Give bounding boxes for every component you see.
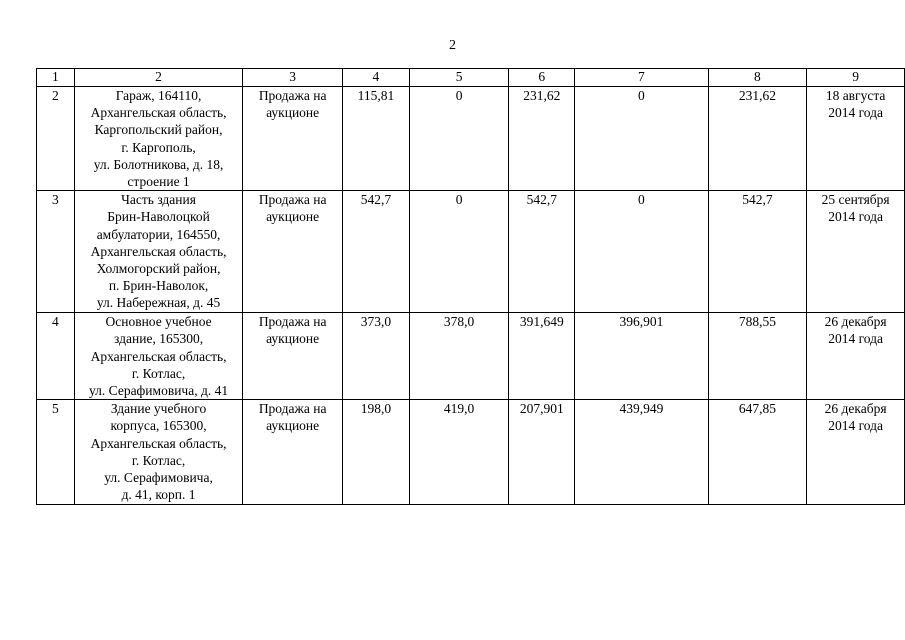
- object-description-cell: Гараж, 164110, Архангельская область, Каргопольский район, г. Каргополь, ул. Болотникова, д. 18, строение 1: [74, 87, 242, 191]
- row-number-cell: 3: [37, 191, 75, 313]
- total-cell: 542,7: [708, 191, 807, 313]
- value-cell: 198,0: [342, 400, 409, 505]
- date-cell: 26 декабря 2014 года: [807, 313, 905, 400]
- value-cell: 542,7: [509, 191, 575, 313]
- column-header: 9: [807, 69, 905, 87]
- date-cell: 18 августа 2014 года: [807, 87, 905, 191]
- column-header: 4: [342, 69, 409, 87]
- column-header: 5: [409, 69, 509, 87]
- row-number-cell: 5: [37, 400, 75, 505]
- value-cell: 373,0: [342, 313, 409, 400]
- total-cell: 231,62: [708, 87, 807, 191]
- value-cell: 419,0: [409, 400, 509, 505]
- column-header: 3: [243, 69, 343, 87]
- sale-method-cell: Продажа на аукционе: [243, 191, 343, 313]
- date-cell: 26 декабря 2014 года: [807, 400, 905, 505]
- value-cell: 0: [575, 87, 708, 191]
- object-description-cell: Здание учебного корпуса, 165300, Архангельская область, г. Котлас, ул. Серафимовича, д. 41, корп. 1: [74, 400, 242, 505]
- sale-method-cell: Продажа на аукционе: [243, 87, 343, 191]
- value-cell: 231,62: [509, 87, 575, 191]
- table-row: [37, 191, 905, 313]
- value-cell: 115,81: [342, 87, 409, 191]
- value-cell: 542,7: [342, 191, 409, 313]
- object-description-cell: Часть здания Брин-Наволоцкой амбулатории, 164550, Архангельская область, Холмогорский район, п. Брин-Наволок, ул. Набережная, д. 45: [74, 191, 242, 313]
- sale-method-cell: Продажа на аукционе: [243, 400, 343, 505]
- column-header: 7: [575, 69, 708, 87]
- table-row: [37, 313, 905, 400]
- column-header: 8: [708, 69, 807, 87]
- value-cell: 207,901: [509, 400, 575, 505]
- value-cell: 439,949: [575, 400, 708, 505]
- date-cell: 25 сентября 2014 года: [807, 191, 905, 313]
- total-cell: 788,55: [708, 313, 807, 400]
- value-cell: 0: [575, 191, 708, 313]
- table-row: [37, 87, 905, 191]
- value-cell: 391,649: [509, 313, 575, 400]
- row-number-cell: 2: [37, 87, 75, 191]
- column-header: 1: [37, 69, 75, 87]
- value-cell: 378,0: [409, 313, 509, 400]
- object-description-cell: Основное учебное здание, 165300, Архангельская область, г. Котлас, ул. Серафимовича, д. 41: [74, 313, 242, 400]
- value-cell: 0: [409, 87, 509, 191]
- value-cell: 396,901: [575, 313, 708, 400]
- value-cell: 0: [409, 191, 509, 313]
- row-number-cell: 4: [37, 313, 75, 400]
- sale-method-cell: Продажа на аукционе: [243, 313, 343, 400]
- page-number: 2: [449, 38, 456, 53]
- table-row: [37, 400, 905, 505]
- column-header: 6: [509, 69, 575, 87]
- table-header-row: [37, 69, 905, 87]
- total-cell: 647,85: [708, 400, 807, 505]
- column-header: 2: [74, 69, 242, 87]
- property-table: [36, 68, 905, 505]
